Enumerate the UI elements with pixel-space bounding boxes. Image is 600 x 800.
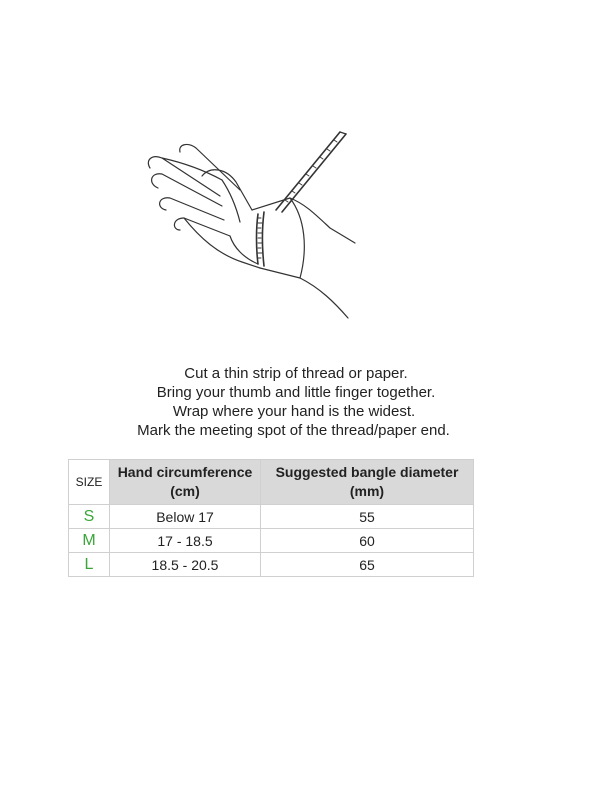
- instruction-line: Mark the meeting spot of the thread/paper end.: [137, 422, 450, 439]
- instructions-text: [0, 364, 600, 440]
- bangle-diameter-header: [261, 460, 474, 505]
- diameter-cell: 55: [261, 505, 474, 529]
- table-row: [69, 505, 474, 529]
- circumference-cell: 17 - 18.5: [110, 529, 261, 553]
- header-line: Suggested bangle diameter: [275, 464, 459, 480]
- table-row: [69, 529, 474, 553]
- table-header-row: [69, 460, 474, 505]
- diameter-cell: 65: [261, 553, 474, 577]
- size-letter: S: [69, 505, 110, 529]
- table-row: [69, 553, 474, 577]
- hand-measuring-illustration: [140, 118, 360, 328]
- instruction-line: Cut a thin strip of thread or paper.: [184, 365, 408, 382]
- size-column-header: SIZE: [69, 460, 110, 505]
- circumference-cell: Below 17: [110, 505, 261, 529]
- header-line: Hand circumference: [117, 464, 253, 480]
- instruction-line: Bring your thumb and little finger together.: [156, 384, 436, 401]
- header-line: (mm): [349, 483, 385, 499]
- hand-circumference-header: [110, 460, 261, 505]
- size-letter: L: [69, 553, 110, 577]
- size-chart-table: [68, 459, 474, 577]
- header-line: (cm): [170, 483, 200, 499]
- size-letter: M: [69, 529, 110, 553]
- circumference-cell: 18.5 - 20.5: [110, 553, 261, 577]
- diameter-cell: 60: [261, 529, 474, 553]
- instruction-line: Wrap where your hand is the widest.: [172, 403, 416, 420]
